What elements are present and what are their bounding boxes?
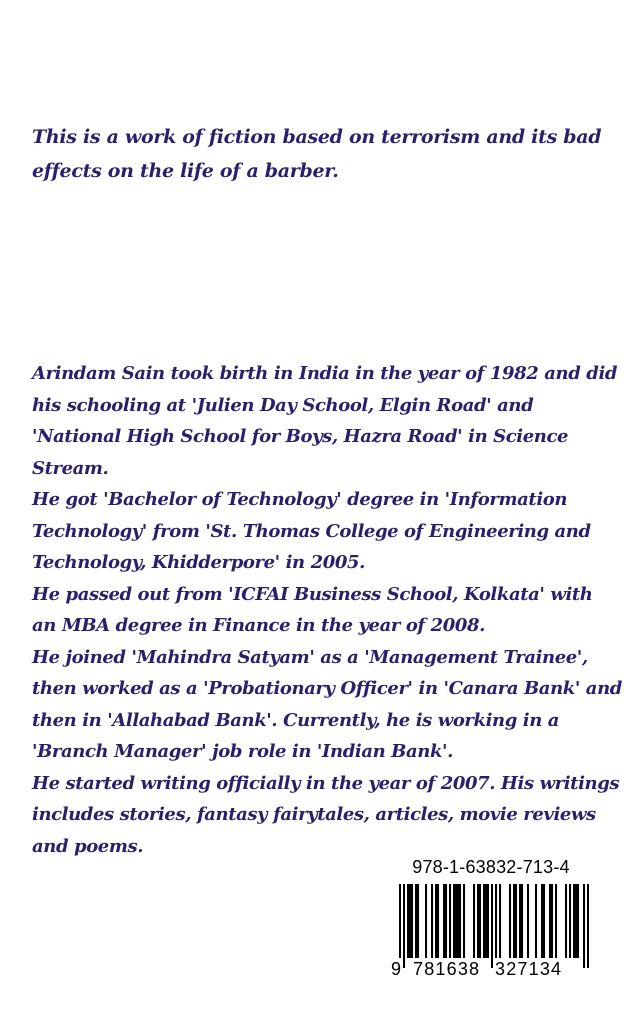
barcode-guard-bar — [403, 884, 405, 968]
barcode-guard-bar — [399, 884, 401, 968]
ean-digits — [391, 958, 591, 982]
barcode-bar — [515, 884, 517, 958]
barcode-bar — [437, 884, 439, 958]
barcode-bar — [431, 884, 433, 958]
barcode-bar — [565, 884, 567, 958]
barcode-bar — [409, 884, 411, 958]
barcode-bar — [485, 884, 487, 958]
barcode-bar — [543, 884, 545, 958]
ean-left-group: 781638 — [413, 959, 481, 979]
bio-paragraph: Arindam Sain took birth in India in the year of 1982 and did his schooling at 'Julien Day School, Elgin Road' and 'National High School for Boys, Hazra Road' in Science Stream. — [32, 363, 618, 479]
book-blurb: This is a work of fiction based on terrorism and its bad effects on the life of a barber. — [32, 126, 602, 182]
author-bio — [32, 358, 622, 862]
barcode-bar — [417, 884, 419, 958]
barcode-bar — [463, 884, 465, 958]
barcode-bar — [535, 884, 537, 958]
isbn-barcode — [391, 856, 591, 988]
barcode-guard-bar — [495, 884, 497, 968]
barcode-bar — [443, 884, 445, 958]
barcode-bar — [477, 884, 479, 958]
barcode-bar — [541, 884, 543, 958]
bio-paragraph: He joined 'Mahindra Satyam' as a 'Management Trainee', then worked as a 'Probationary Officer' in 'Canara Bank' and then in 'Allahabad Bank'. Currently, he is working in a 'Branch Manager' job role in 'Indian Bank'. — [32, 646, 622, 762]
barcode-bar — [521, 884, 523, 958]
barcode-bar — [519, 884, 521, 958]
barcode-bar — [435, 884, 437, 958]
barcode-bar — [551, 884, 553, 958]
barcode-bar — [457, 884, 459, 958]
barcode-bar — [407, 884, 409, 958]
barcode-bar — [459, 884, 461, 958]
barcode-bar — [479, 884, 481, 958]
barcode-bar — [573, 884, 575, 958]
barcode-bar — [415, 884, 417, 958]
barcode-bar — [527, 884, 529, 958]
ean-right-group: 327134 — [495, 959, 563, 979]
barcode-guard-bar — [583, 884, 585, 968]
barcode-bar — [425, 884, 427, 958]
barcode-bar — [453, 884, 455, 958]
barcode-bar — [455, 884, 457, 958]
barcode-bar — [549, 884, 551, 958]
barcode-guard-bar — [587, 884, 589, 968]
barcode-bar — [483, 884, 485, 958]
barcode-bar — [473, 884, 475, 958]
barcode-bars — [399, 884, 589, 968]
barcode-bar — [499, 884, 501, 958]
barcode-bar — [445, 884, 447, 958]
barcode-guard-bar — [491, 884, 493, 968]
barcode-bar — [575, 884, 577, 958]
bio-paragraph: He passed out from 'ICFAI Business School, Kolkata' with an MBA degree in Finance in the year of 2008. — [32, 583, 593, 636]
barcode-bar — [411, 884, 413, 958]
bio-paragraph: He got 'Bachelor of Technology' degree in 'Information Technology' from 'St. Thomas College of Engineering and Technology, Khidderpore' in 2005. — [32, 489, 591, 573]
barcode-bar — [555, 884, 557, 958]
ean-lead-digit: 9 — [391, 959, 402, 979]
barcode-bar — [513, 884, 515, 958]
bio-paragraph: He started writing officially in the year of 2007. His writings includes stories, fantasy fairytales, articles, movie reviews and poems. — [32, 772, 620, 857]
barcode-bar — [569, 884, 571, 958]
barcode-bar — [509, 884, 511, 958]
barcode-bar — [487, 884, 489, 958]
barcode-bar — [577, 884, 579, 958]
isbn-number: 978-1-63832-713-4 — [412, 857, 570, 877]
barcode-bar — [449, 884, 451, 958]
